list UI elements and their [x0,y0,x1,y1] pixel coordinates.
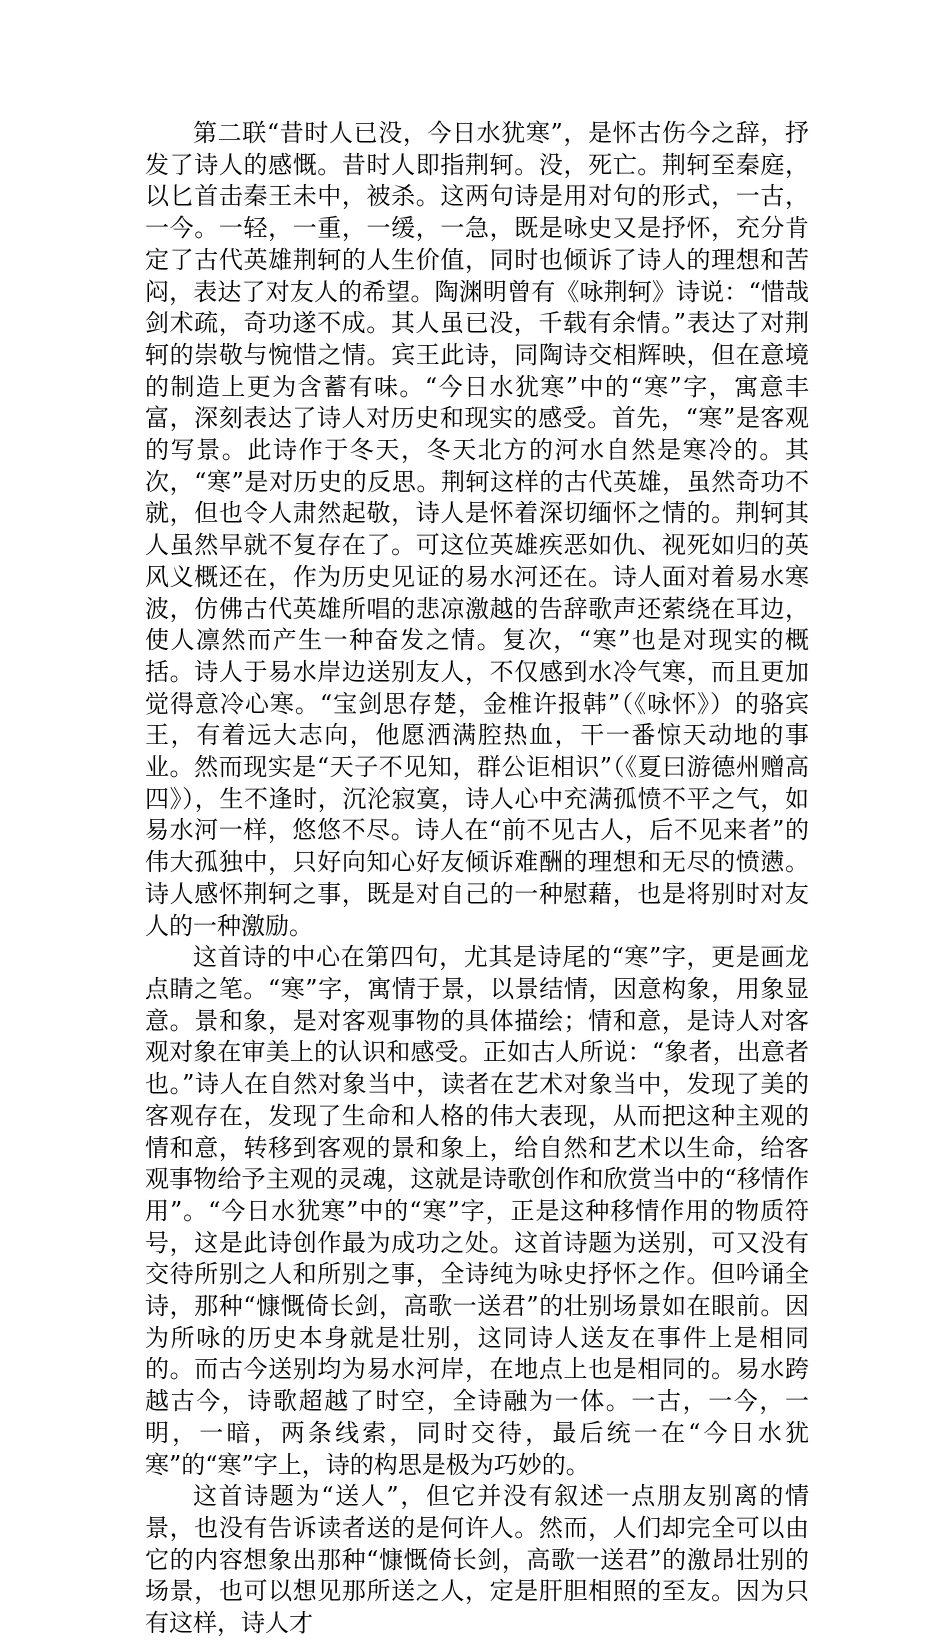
paragraph-1: 第二联“昔时人已没，今日水犹寒”，是怀古伤今之辞，抒发了诗人的感慨。昔时人即指荆轲。没，死亡。荆轲至秦庭，以匕首击秦王未中，被杀。这两句诗是用对句的形式，一古，一今。一轻，一重，一缓，一急，既是咏史又是抒怀，充分肯定了古代英雄荆轲的人生价值，同时也倾诉了诗人的理想和苦闷，表达了对友人的希望。陶渊明曾有《咏荆轲》诗说：“惜哉剑术疏，奇功遂不成。其人虽已没，千载有余情。”表达了对荆轲的崇敬与惋惜之情。宾王此诗，同陶诗交相辉映，但在意境的制造上更为含蓄有味。“今日水犹寒”中的“寒”字，寓意丰富，深刻表达了诗人对历史和现实的感受。首先，“寒”是客观的写景。此诗作于冬天，冬天北方的河水自然是寒冷的。其次，“寒”是对历史的反思。荆轲这样的古代英雄，虽然奇功不就，但也令人肃然起敬，诗人是怀着深切缅怀之情的。荆轲其人虽然早就不复存在了。可这位英雄疾恶如仇、视死如归的英风义概还在，作为历史见证的易水河还在。诗人面对着易水寒波，仿佛古代英雄所唱的悲凉激越的告辞歌声还萦绕在耳边，使人凛然而产生一种奋发之情。复次，“寒”也是对现实的概括。诗人于易水岸边送别友人，不仅感到水冷气寒，而且更加觉得意冷心寒。“宝剑思存楚，金椎许报韩”（《咏怀》）的骆宾王，有着远大志向，他愿洒满腔热血，干一番惊天动地的事业。然而现实是“天子不见知，群公讵相识”（《夏曰游德州赠高四》），生不逢时，沉沦寂寞，诗人心中充满孤愤不平之气，如易水河一样，悠悠不尽。诗人在“前不见古人，后不见来者”的伟大孤独中，只好向知心好友倾诉难酬的理想和无尽的愤懑。诗人感怀荆轲之事，既是对自己的一种慰藉，也是将别时对友人的一种激励。 [145,119,809,940]
paragraph-2: 这首诗的中心在第四句，尤其是诗尾的“寒”字，更是画龙点睛之笔。“寒”字，寓情于景，以景结情，因意构象，用象显意。景和象，是对客观事物的具体描绘；情和意，是诗人对客观对象在审美上的认识和感受。正如古人所说：“象者，出意者也。”诗人在自然对象当中，读者在艺术对象当中，发现了美的客观存在，发现了生命和人格的伟大表现，从而把这种主观的情和意，转移到客观的景和象上，给自然和艺术以生命，给客观事物给予主观的灵魂，这就是诗歌创作和欣赏当中的“移情作用”。“今日水犹寒”中的“寒”字，正是这种移情作用的物质符号，这是此诗创作最为成功之处。这首诗题为送别，可又没有交待所别之人和所别之事，全诗纯为咏史抒怀之作。但吟诵全诗，那种“慷慨倚长剑，高歌一送君”的壮别场景如在眼前。因为所咏的历史本身就是壮别，这同诗人送友在事件上是相同的。而古今送别均为易水河岸，在地点上也是相同的。易水跨越古今，诗歌超越了时空，全诗融为一体。一古，一今，一明，一暗，两条线索，同时交待，最后统一在“今日水犹寒”的“寒”字上，诗的构思是极为巧妙的。 [145,943,809,1479]
body-text [145,118,809,1640]
paragraph-3: 这首诗题为“送人”，但它并没有叙述一点朋友别离的情景，也没有告诉读者送的是何许人。然而，人们却完全可以由它的内容想象出那种“慷慨倚长剑，高歌一送君”的激昂壮别的场景，也可以想见那所送之人，定是肝胆相照的至友。因为只有这样，诗人才 [145,1482,809,1638]
